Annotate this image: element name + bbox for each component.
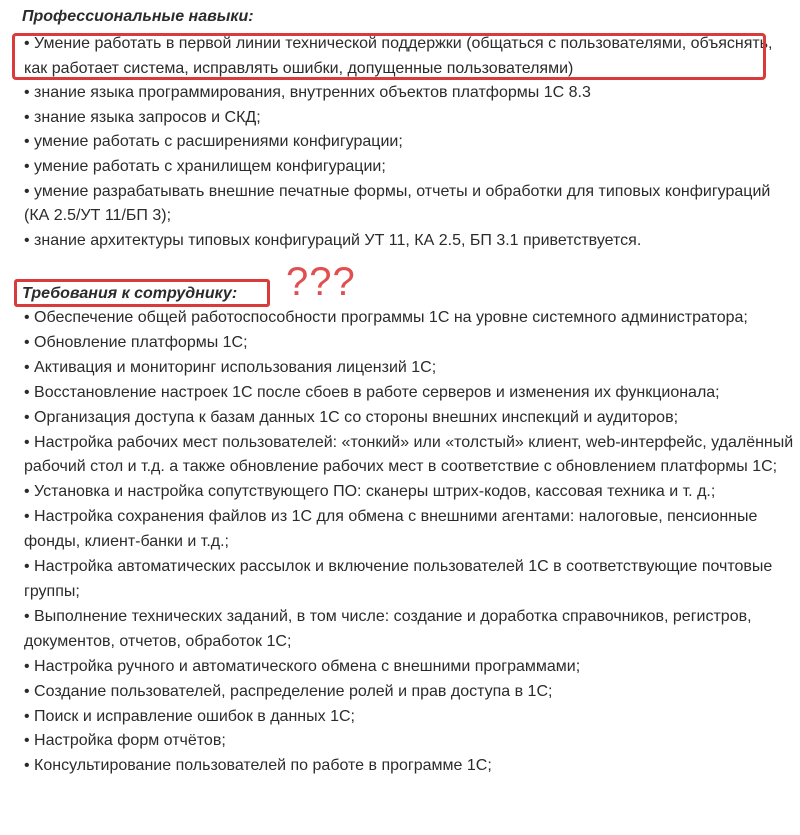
list-item: • Обеспечение общей работоспособности программы 1С на уровне системного администратора; [24,306,796,331]
list-item: • Настройка сохранения файлов из 1С для обмена с внешними агентами: налоговые, пенсионные фонды, клиент-банки и т.д.; [24,505,796,555]
requirements-list [24,306,796,779]
list-item: • умение работать с хранилищем конфигурации; [24,155,794,180]
list-item: • Организация доступа к базам данных 1С со стороны внешних инспекций и аудиторов; [24,406,796,431]
annotation-question-marks: ??? [286,260,356,304]
list-item: • Активация и мониторинг использования лицензий 1С; [24,356,796,381]
list-item: • Настройка форм отчётов; [24,729,796,754]
list-item: • Умение работать в первой линии технической поддержки (общаться с пользователями, объяснять, как работает система, исправлять ошибки, допущенные пользователями) [24,32,794,81]
list-item: • знание языка программирования, внутренних объектов платформы 1С 8.3 [24,81,794,106]
list-item: • Консультирование пользователей по работе в программе 1С; [24,754,796,779]
section-title-skills: Профессиональные навыки: [22,8,254,25]
highlight-box-requirements-title [14,279,270,307]
list-item: • Настройка рабочих мест пользователей: «тонкий» или «толстый» клиент, web-интерфейс, удалённый рабочий стол и т.д. а также обновление рабочих мест в соответствие с обновлением платформы 1С; [24,431,796,481]
list-item: • Настройка ручного и автоматического обмена с внешними программами; [24,655,796,680]
list-item: • Настройка автоматических рассылок и включение пользователей 1С в соответствующие почтовые группы; [24,555,796,605]
highlight-box-first-item [12,33,766,80]
list-item: • Восстановление настроек 1С после сбоев в работе серверов и изменения их функционала; [24,381,796,406]
list-item: • знание архитектуры типовых конфигураций УТ 11, КА 2.5, БП 3.1 приветствуется. [24,229,794,254]
list-item: • знание языка запросов и СКД; [24,106,794,131]
list-item: • Создание пользователей, распределение ролей и прав доступа в 1С; [24,680,796,705]
list-item: • умение разрабатывать внешние печатные формы, отчеты и обработки для типовых конфигураций (КА 2.5/УТ 11/БП 3); [24,180,794,229]
list-item: • Поиск и исправление ошибок в данных 1С; [24,705,796,730]
list-item: • умение работать с расширениями конфигурации; [24,130,794,155]
list-item: • Выполнение технических заданий, в том числе: создание и доработка справочников, регистров, документов, отчетов, обработок 1С; [24,605,796,655]
list-item: • Обновление платформы 1С; [24,331,796,356]
list-item: • Установка и настройка сопутствующего ПО: сканеры штрих-кодов, кассовая техника и т. д.; [24,480,796,505]
section-title-requirements: Требования к сотруднику: [22,285,238,302]
